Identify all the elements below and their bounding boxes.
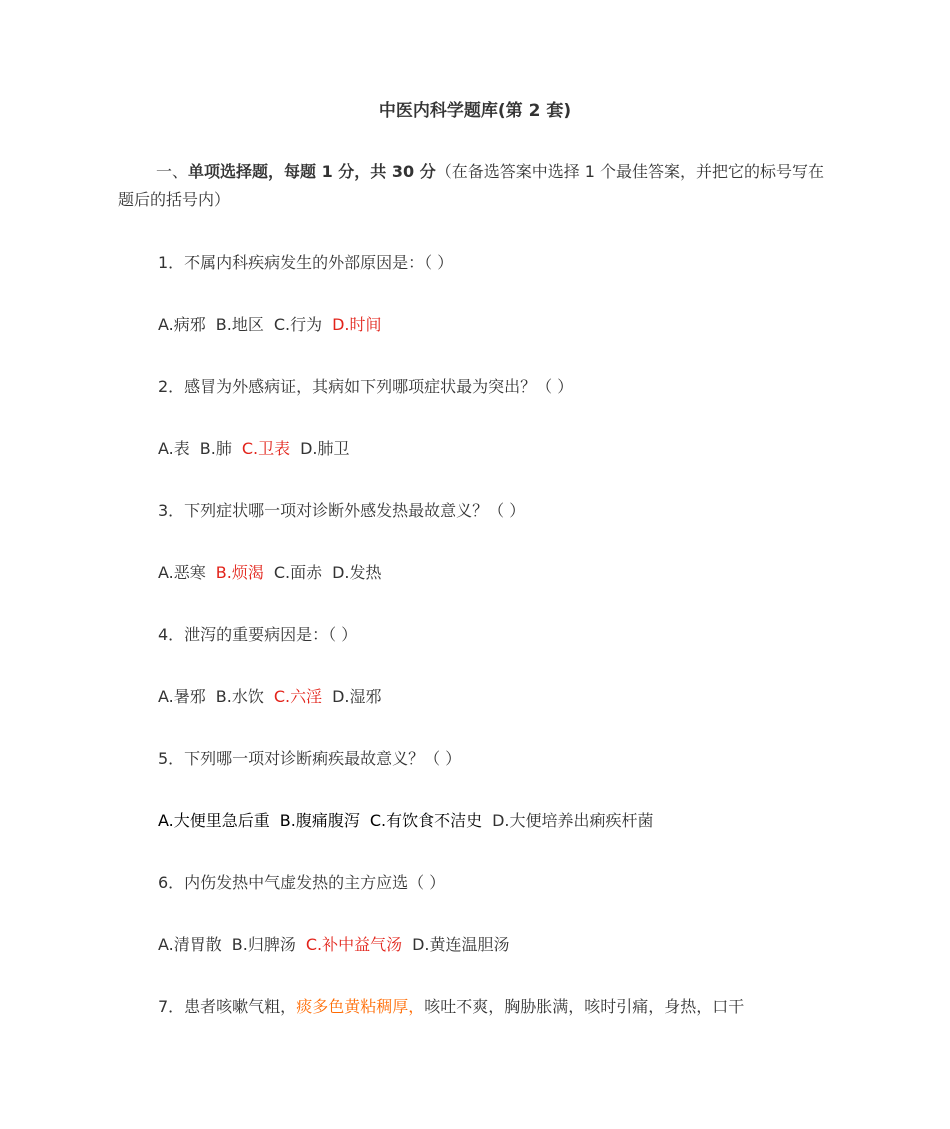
question-4-stem: 4．泄泻的重要病因是：（ ） bbox=[158, 625, 358, 644]
option-b: B.地区 bbox=[215, 315, 264, 334]
option-b-answer: B.烦渴 bbox=[215, 563, 264, 582]
option-c-answer: C.卫表 bbox=[241, 439, 291, 458]
option-c-answer: C.六淫 bbox=[273, 687, 323, 706]
question-6-options bbox=[158, 931, 520, 959]
section-prefix: 一、 bbox=[156, 162, 189, 181]
option-c: C.行为 bbox=[273, 315, 323, 334]
option-b: B.水饮 bbox=[215, 687, 264, 706]
section-instructions bbox=[118, 158, 830, 214]
option-c-highlighted: C.有饮食不洁史 bbox=[369, 811, 483, 830]
question-4-options bbox=[158, 683, 392, 711]
q7-highlight: 痰多色黄粘稠厚， bbox=[296, 997, 425, 1016]
option-d-answer: D.时间 bbox=[332, 315, 382, 334]
option-b-highlighted: B.腹痛腹泻 bbox=[279, 811, 360, 830]
option-a-highlighted: A.大便里急后重 bbox=[158, 811, 270, 830]
option-d: D.湿邪 bbox=[332, 687, 382, 706]
section-note: （在备选答案中选择 1 个最佳答案，并把它的标号写在题后的括号内） bbox=[118, 162, 825, 209]
question-6-stem: 6．内伤发热中气虚发热的主方应选（ ） bbox=[158, 873, 446, 892]
option-a: A.表 bbox=[158, 439, 190, 458]
option-a: A.清胃散 bbox=[158, 935, 222, 954]
q7-part2: 咳吐不爽，胸胁胀满，咳时引痛，身热，口干 bbox=[424, 997, 745, 1016]
option-b: B.归脾汤 bbox=[231, 935, 296, 954]
option-d: D.肺卫 bbox=[300, 439, 350, 458]
question-2-options bbox=[158, 435, 360, 463]
option-c: C.面赤 bbox=[273, 563, 323, 582]
question-2-stem: 2．感冒为外感病证，其病如下列哪项症状最为突出？（ ） bbox=[158, 377, 574, 396]
question-5-options bbox=[158, 807, 664, 835]
section-heading: 单项选择题，每题 1 分，共 30 分 bbox=[188, 162, 436, 181]
question-3-stem: 3．下列症状哪一项对诊断外感发热最故意义？（ ） bbox=[158, 501, 526, 520]
option-d: D.大便培养出痢疾杆菌 bbox=[492, 811, 654, 830]
option-c-answer: C.补中益气汤 bbox=[305, 935, 403, 954]
question-3-options bbox=[158, 559, 392, 587]
option-b: B.肺 bbox=[199, 439, 232, 458]
option-a: A.病邪 bbox=[158, 315, 206, 334]
option-d: D.黄连温胆汤 bbox=[412, 935, 510, 954]
q7-part1: 7．患者咳嗽气粗， bbox=[158, 997, 297, 1016]
question-1-options bbox=[158, 311, 392, 339]
option-a: A.恶寒 bbox=[158, 563, 206, 582]
page-title: 中医内科学题库(第 2 套) bbox=[378, 101, 572, 121]
question-1-stem: 1．不属内科疾病发生的外部原因是：（ ） bbox=[158, 253, 454, 272]
option-d: D.发热 bbox=[332, 563, 382, 582]
option-a: A.暑邪 bbox=[158, 687, 206, 706]
question-7-stem bbox=[158, 993, 744, 1021]
question-5-stem: 5．下列哪一项对诊断痢疾最故意义？（ ） bbox=[158, 749, 462, 768]
